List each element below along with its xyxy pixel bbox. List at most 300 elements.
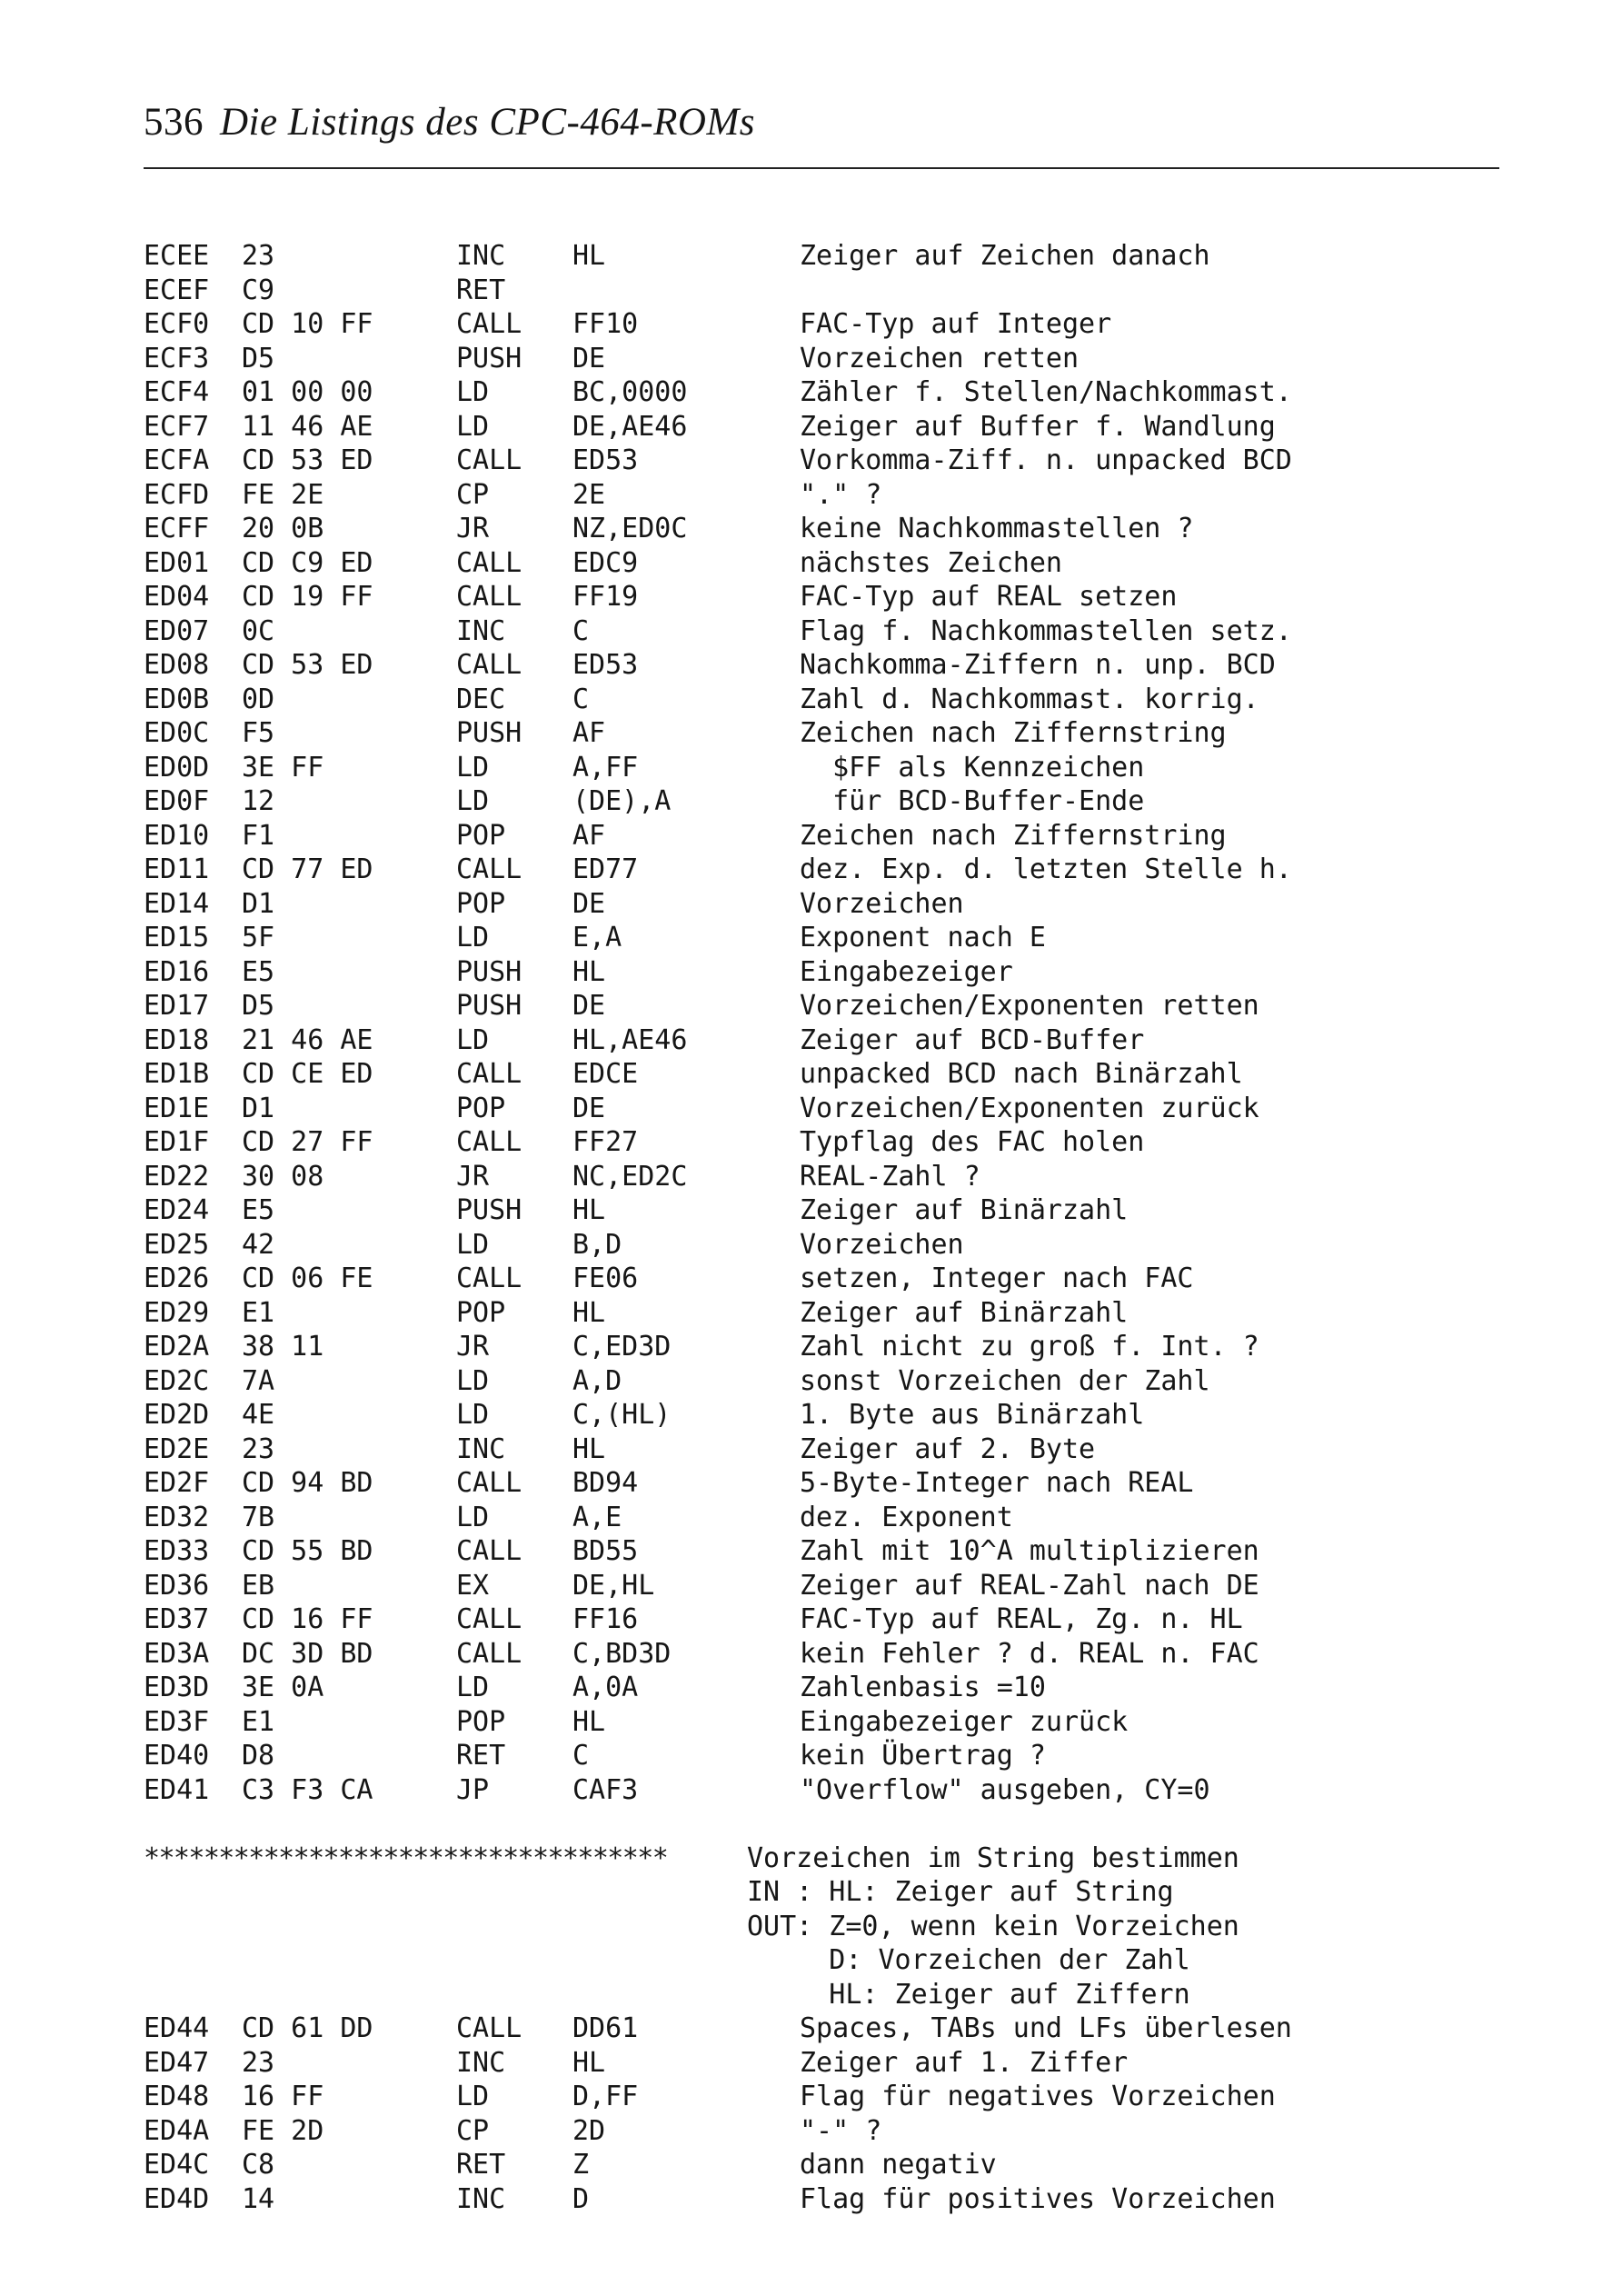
operand: DE xyxy=(572,1092,606,1124)
listing-row xyxy=(144,580,1178,614)
operand: FF10 xyxy=(572,308,639,340)
mnemonic: CP xyxy=(456,478,490,511)
operand: A,D xyxy=(572,1364,622,1397)
address: ED1F xyxy=(144,1126,210,1158)
address: ED4A xyxy=(144,2114,210,2147)
opcode-bytes: CD 61 DD xyxy=(242,2012,373,2044)
opcode-bytes: E1 xyxy=(242,1296,275,1329)
mnemonic: LD xyxy=(456,785,490,817)
address: ED48 xyxy=(144,2081,210,2112)
operand: FF27 xyxy=(572,1126,639,1158)
comment: Eingabezeiger zurück xyxy=(800,1705,1129,1738)
address: ED41 xyxy=(144,1773,210,1806)
operand: A,E xyxy=(572,1501,622,1533)
mnemonic: LD xyxy=(456,376,490,408)
comment: FAC-Typ auf Integer xyxy=(800,308,1112,340)
comment: "-" ? xyxy=(800,2114,882,2147)
address: ED3F xyxy=(144,1705,210,1738)
comment: Vorzeichen xyxy=(800,1228,964,1261)
page-number: 536 xyxy=(144,101,204,144)
address: ED18 xyxy=(144,1023,210,1056)
address: ED25 xyxy=(144,1228,210,1261)
operand: DE xyxy=(572,342,606,374)
comment: $FF als Kennzeichen xyxy=(800,751,1145,784)
mnemonic: CALL xyxy=(456,2012,522,2044)
mnemonic: JR xyxy=(456,1331,490,1363)
opcode-bytes: F5 xyxy=(242,717,275,749)
opcode-bytes: 14 xyxy=(242,2182,275,2215)
listing-row xyxy=(144,1228,964,1263)
address: ED36 xyxy=(144,1569,210,1602)
comment: dez. Exponent xyxy=(800,1501,1013,1533)
operand: HL xyxy=(572,1296,606,1329)
mnemonic: POP xyxy=(456,1092,506,1124)
mnemonic: LD xyxy=(456,2081,490,2112)
comment: Flag f. Nachkommastellen setz. xyxy=(800,614,1292,647)
address: ED04 xyxy=(144,581,210,613)
opcode-bytes: CD 10 FF xyxy=(242,308,373,340)
mnemonic: JR xyxy=(456,513,490,544)
operand: HL,AE46 xyxy=(572,1023,688,1056)
opcode-bytes: E1 xyxy=(242,1705,275,1738)
operand: EDCE xyxy=(572,1058,639,1090)
comment: Exponent nach E xyxy=(800,922,1046,953)
listing-row xyxy=(144,648,1276,683)
page-title: Die Listings des CPC-464-ROMs xyxy=(220,101,756,144)
opcode-bytes: 3E 0A xyxy=(242,1672,324,1703)
operand: NZ,ED0C xyxy=(572,513,688,544)
listing-row xyxy=(144,478,882,513)
mnemonic: CALL xyxy=(456,1058,522,1090)
listing-row xyxy=(144,784,1145,819)
opcode-bytes: CD 94 BD xyxy=(242,1467,373,1499)
page-header xyxy=(144,100,755,145)
address: ECFD xyxy=(144,478,210,511)
mnemonic: LD xyxy=(456,922,490,953)
comment: 1. Byte aus Binärzahl xyxy=(800,1399,1145,1431)
mnemonic: INC xyxy=(456,1433,506,1465)
address: ED1B xyxy=(144,1058,210,1090)
address: ED40 xyxy=(144,1740,210,1772)
comment: unpacked BCD nach Binärzahl xyxy=(800,1058,1243,1090)
listing-row xyxy=(144,1773,1210,1808)
opcode-bytes: CD 27 FF xyxy=(242,1126,373,1158)
comment: "Overflow" ausgeben, CY=0 xyxy=(800,1773,1210,1806)
comment: Nachkomma-Ziffern n. unp. BCD xyxy=(800,649,1276,681)
operand: D xyxy=(572,2182,590,2215)
address: ED3D xyxy=(144,1672,210,1703)
address: ED44 xyxy=(144,2012,210,2044)
mnemonic: LD xyxy=(456,1501,490,1533)
comment: keine Nachkommastellen ? xyxy=(800,513,1194,544)
listing-row xyxy=(144,1057,1243,1092)
comment: FAC-Typ auf REAL, Zg. n. HL xyxy=(800,1603,1243,1635)
opcode-bytes: 23 xyxy=(242,1433,275,1465)
opcode-bytes: 4E xyxy=(242,1399,275,1431)
opcode-bytes: 7A xyxy=(242,1364,275,1397)
listing-row xyxy=(144,307,1112,342)
listing-row xyxy=(144,1569,1259,1603)
listing-row xyxy=(144,1262,1194,1296)
opcode-bytes: CD 55 BD xyxy=(242,1535,373,1567)
listing-row xyxy=(144,819,1227,854)
address: ECF0 xyxy=(144,308,210,340)
operand: C xyxy=(572,683,590,715)
opcode-bytes: 5F xyxy=(242,922,275,953)
mnemonic: EX xyxy=(456,1569,490,1602)
section-desc-line: OUT: Z=0, wenn kein Vorzeichen xyxy=(747,1910,1239,1942)
opcode-bytes: D5 xyxy=(242,990,275,1022)
opcode-bytes: 16 FF xyxy=(242,2081,324,2112)
comment: Vorkomma-Ziff. n. unpacked BCD xyxy=(800,444,1292,476)
listing-row xyxy=(144,683,1259,717)
mnemonic: PUSH xyxy=(456,955,522,988)
comment: setzen, Integer nach FAC xyxy=(800,1263,1194,1294)
opcode-bytes: 30 08 xyxy=(242,1160,324,1193)
mnemonic: CALL xyxy=(456,1126,522,1158)
operand: E,A xyxy=(572,922,622,953)
mnemonic: LD xyxy=(456,1023,490,1056)
comment: 5-Byte-Integer nach REAL xyxy=(800,1467,1194,1499)
listing-row xyxy=(144,1193,1129,1228)
comment: Typflag des FAC holen xyxy=(800,1126,1145,1158)
star-separator: *********************************** xyxy=(144,1842,668,1874)
listing-row xyxy=(144,853,1292,887)
opcode-bytes: 42 xyxy=(242,1228,275,1261)
opcode-bytes: 11 46 AE xyxy=(242,410,373,443)
mnemonic: DEC xyxy=(456,683,506,715)
operand: DE,AE46 xyxy=(572,410,688,443)
listing-row xyxy=(144,444,1292,478)
address: ED26 xyxy=(144,1263,210,1294)
mnemonic: PUSH xyxy=(456,1194,522,1226)
opcode-bytes: CD 53 ED xyxy=(242,649,373,681)
address: ED4D xyxy=(144,2182,210,2215)
address: ED0F xyxy=(144,785,210,817)
address: ECFA xyxy=(144,444,210,476)
address: ED1E xyxy=(144,1092,210,1124)
mnemonic: RET xyxy=(456,274,506,306)
listing-block-1 xyxy=(144,239,1292,1807)
operand: DE,HL xyxy=(572,1569,655,1602)
listing-row xyxy=(144,1739,1046,1773)
opcode-bytes: 38 11 xyxy=(242,1331,324,1363)
comment: Zeiger auf BCD-Buffer xyxy=(800,1023,1145,1056)
comment: kein Fehler ? d. REAL n. FAC xyxy=(800,1637,1259,1670)
listing-row xyxy=(144,1705,1129,1740)
mnemonic: POP xyxy=(456,1705,506,1738)
comment: dann negativ xyxy=(800,2149,997,2181)
listing-row xyxy=(144,1296,1129,1331)
mnemonic: CALL xyxy=(456,581,522,613)
listing-row xyxy=(144,410,1276,444)
opcode-bytes: 12 xyxy=(242,785,275,817)
operand: HL xyxy=(572,1194,606,1226)
opcode-bytes: 0C xyxy=(242,614,275,647)
comment: Flag für positives Vorzeichen xyxy=(800,2182,1276,2215)
mnemonic: CALL xyxy=(456,546,522,579)
operand: Z xyxy=(572,2149,590,2181)
listing-row xyxy=(144,887,964,922)
opcode-bytes: 23 xyxy=(242,240,275,272)
comment: Zeiger auf REAL-Zahl nach DE xyxy=(800,1569,1259,1602)
section-desc-row xyxy=(144,1875,1174,1910)
operand: C,BD3D xyxy=(572,1637,672,1670)
comment: Vorzeichen xyxy=(800,887,964,920)
mnemonic: RET xyxy=(456,1740,506,1772)
operand: A,0A xyxy=(572,1672,639,1703)
section-title: Vorzeichen im String bestimmen xyxy=(747,1842,1239,1874)
opcode-bytes: DC 3D BD xyxy=(242,1637,373,1670)
operand: HL xyxy=(572,1705,606,1738)
operand: C,ED3D xyxy=(572,1331,672,1363)
mnemonic: LD xyxy=(456,751,490,784)
listing-row xyxy=(144,1160,980,1194)
operand: NC,ED2C xyxy=(572,1160,688,1193)
listing-row xyxy=(144,2148,997,2182)
comment: Vorzeichen/Exponenten zurück xyxy=(800,1092,1259,1124)
comment: Zeiger auf Binärzahl xyxy=(800,1296,1129,1329)
address: ED29 xyxy=(144,1296,210,1329)
mnemonic: CALL xyxy=(456,1467,522,1499)
opcode-bytes: 20 0B xyxy=(242,513,324,544)
comment: Eingabezeiger xyxy=(800,955,1013,988)
header-rule xyxy=(144,167,1499,169)
opcode-bytes: 3E FF xyxy=(242,751,324,784)
address: ED14 xyxy=(144,887,210,920)
listing-row xyxy=(144,921,1046,955)
mnemonic: POP xyxy=(456,819,506,852)
comment: Zahl nicht zu groß f. Int. ? xyxy=(800,1331,1259,1363)
opcode-bytes: 01 00 00 xyxy=(242,376,373,408)
comment: kein Übertrag ? xyxy=(800,1740,1046,1772)
operand: ED53 xyxy=(572,444,639,476)
operand: C xyxy=(572,614,590,647)
opcode-bytes: CD CE ED xyxy=(242,1058,373,1090)
listing-row xyxy=(144,1092,1259,1126)
operand: HL xyxy=(572,240,606,272)
opcode-bytes: D5 xyxy=(242,342,275,374)
opcode-bytes: CD 16 FF xyxy=(242,1603,373,1635)
address: ED07 xyxy=(144,614,210,647)
mnemonic: LD xyxy=(456,1399,490,1431)
operand: HL xyxy=(572,1433,606,1465)
mnemonic: PUSH xyxy=(456,342,522,374)
comment: Zeichen nach Ziffernstring xyxy=(800,717,1227,749)
opcode-bytes: 7B xyxy=(242,1501,275,1533)
comment: für BCD-Buffer-Ende xyxy=(800,785,1145,817)
mnemonic: LD xyxy=(456,410,490,443)
listing-row xyxy=(144,1466,1194,1501)
mnemonic: CP xyxy=(456,2114,490,2147)
comment: Zeiger auf 1. Ziffer xyxy=(800,2046,1129,2079)
address: ED0D xyxy=(144,751,210,784)
opcode-bytes: CD 77 ED xyxy=(242,854,373,885)
operand: FE06 xyxy=(572,1263,639,1294)
listing-row xyxy=(144,342,1080,376)
listing-row xyxy=(144,751,1145,785)
operand: C xyxy=(572,1740,590,1772)
operand: HL xyxy=(572,955,606,988)
mnemonic: LD xyxy=(456,1228,490,1261)
listing-row xyxy=(144,274,506,308)
comment: sonst Vorzeichen der Zahl xyxy=(800,1364,1210,1397)
mnemonic: INC xyxy=(456,2046,506,2079)
address: ED2A xyxy=(144,1331,210,1363)
listing-block-2 xyxy=(144,2011,1292,2216)
operand: FF19 xyxy=(572,581,639,613)
listing-row xyxy=(144,1398,1145,1433)
operand: ED53 xyxy=(572,649,639,681)
operand: 2D xyxy=(572,2114,606,2147)
mnemonic: LD xyxy=(456,1672,490,1703)
comment: Zähler f. Stellen/Nachkommast. xyxy=(800,376,1292,408)
address: ED0B xyxy=(144,683,210,715)
comment: Zeichen nach Ziffernstring xyxy=(800,819,1227,852)
operand: AF xyxy=(572,717,606,749)
operand: BD94 xyxy=(572,1467,639,1499)
operand: B,D xyxy=(572,1228,622,1261)
address: ED24 xyxy=(144,1194,210,1226)
opcode-bytes: CD 06 FE xyxy=(242,1263,373,1294)
mnemonic: CALL xyxy=(456,1637,522,1670)
mnemonic: CALL xyxy=(456,308,522,340)
section-desc-row xyxy=(144,1943,1190,1978)
operand: D,FF xyxy=(572,2081,639,2112)
comment: Zeiger auf 2. Byte xyxy=(800,1433,1096,1465)
assembly-listing xyxy=(144,239,1292,2216)
opcode-bytes: 21 46 AE xyxy=(242,1023,373,1056)
operand: ED77 xyxy=(572,854,639,885)
mnemonic: PUSH xyxy=(456,990,522,1022)
listing-row xyxy=(144,375,1292,410)
opcode-bytes: E5 xyxy=(242,955,275,988)
address: ED17 xyxy=(144,990,210,1022)
address: ED2F xyxy=(144,1467,210,1499)
address: ED16 xyxy=(144,955,210,988)
address: ED15 xyxy=(144,922,210,953)
address: ED33 xyxy=(144,1535,210,1567)
operand: C,(HL) xyxy=(572,1399,672,1431)
mnemonic: INC xyxy=(456,240,506,272)
address: ECF4 xyxy=(144,376,210,408)
opcode-bytes: C3 F3 CA xyxy=(242,1773,373,1806)
mnemonic: PUSH xyxy=(456,717,522,749)
mnemonic: JP xyxy=(456,1773,490,1806)
listing-row xyxy=(144,546,1062,581)
mnemonic: INC xyxy=(456,614,506,647)
listing-row xyxy=(144,2114,882,2149)
listing-row xyxy=(144,1364,1210,1399)
opcode-bytes: D1 xyxy=(242,887,275,920)
listing-row xyxy=(144,716,1227,751)
operand: BD55 xyxy=(572,1535,639,1567)
operand: FF16 xyxy=(572,1603,639,1635)
section-desc-line: IN : HL: Zeiger auf String xyxy=(747,1876,1174,1908)
listing-row xyxy=(144,239,1210,274)
address: ED2E xyxy=(144,1433,210,1465)
listing-row xyxy=(144,1330,1259,1364)
comment: "." ? xyxy=(800,478,882,511)
mnemonic: CALL xyxy=(456,1535,522,1567)
section-header xyxy=(144,1842,1239,2012)
operand: HL xyxy=(572,2046,606,2079)
listing-row xyxy=(144,1534,1259,1569)
address: ED37 xyxy=(144,1603,210,1635)
operand: EDC9 xyxy=(572,546,639,579)
operand: 2E xyxy=(572,478,606,511)
address: ED08 xyxy=(144,649,210,681)
opcode-bytes: CD C9 ED xyxy=(242,546,373,579)
opcode-bytes: 23 xyxy=(242,2046,275,2079)
address: ED47 xyxy=(144,2046,210,2079)
comment: Spaces, TABs und LFs überlesen xyxy=(800,2012,1292,2044)
section-desc-line: HL: Zeiger auf Ziffern xyxy=(747,1978,1190,2011)
address: ED3A xyxy=(144,1637,210,1670)
comment: Zeiger auf Binärzahl xyxy=(800,1194,1129,1226)
mnemonic: RET xyxy=(456,2149,506,2181)
listing-row xyxy=(144,614,1292,649)
address: ECEE xyxy=(144,240,210,272)
address: ED0C xyxy=(144,717,210,749)
comment: Vorzeichen/Exponenten retten xyxy=(800,990,1259,1022)
section-desc-line: D: Vorzeichen der Zahl xyxy=(747,1944,1190,1976)
operand: AF xyxy=(572,819,606,852)
comment: Flag für negatives Vorzeichen xyxy=(800,2081,1276,2112)
operand: CAF3 xyxy=(572,1773,639,1806)
address: ECEF xyxy=(144,274,210,306)
section-desc-row xyxy=(144,1978,1190,2012)
mnemonic: POP xyxy=(456,1296,506,1329)
address: ED4C xyxy=(144,2149,210,2181)
comment: dez. Exp. d. letzten Stelle h. xyxy=(800,854,1292,885)
opcode-bytes: D8 xyxy=(242,1740,275,1772)
address: ECF3 xyxy=(144,342,210,374)
mnemonic: CALL xyxy=(456,854,522,885)
mnemonic: JR xyxy=(456,1160,490,1193)
operand: DE xyxy=(572,887,606,920)
opcode-bytes: 0D xyxy=(242,683,275,715)
address: ECF7 xyxy=(144,410,210,443)
comment: nächstes Zeichen xyxy=(800,546,1062,579)
address: ED22 xyxy=(144,1160,210,1193)
address: ED2D xyxy=(144,1399,210,1431)
opcode-bytes: FE 2E xyxy=(242,478,324,511)
address: ED2C xyxy=(144,1364,210,1397)
listing-row xyxy=(144,512,1194,546)
comment: REAL-Zahl ? xyxy=(800,1160,980,1193)
section-title-row xyxy=(144,1842,1239,1876)
operand: BC,0000 xyxy=(572,376,688,408)
operand: DD61 xyxy=(572,2012,639,2044)
comment: Zeiger auf Buffer f. Wandlung xyxy=(800,410,1276,443)
listing-row xyxy=(144,989,1259,1023)
listing-row xyxy=(144,1671,1046,1705)
comment: Zahl d. Nachkommast. korrig. xyxy=(800,683,1259,715)
mnemonic: CALL xyxy=(456,1603,522,1635)
comment: Zahl mit 10^A multiplizieren xyxy=(800,1535,1259,1567)
comment: FAC-Typ auf REAL setzen xyxy=(800,581,1178,613)
listing-row xyxy=(144,1125,1145,1160)
address: ECFF xyxy=(144,513,210,544)
listing-row xyxy=(144,2046,1129,2081)
opcode-bytes: D1 xyxy=(242,1092,275,1124)
mnemonic: CALL xyxy=(456,1263,522,1294)
listing-row xyxy=(144,2182,1276,2217)
opcode-bytes: EB xyxy=(242,1569,275,1602)
address: ED11 xyxy=(144,854,210,885)
mnemonic: POP xyxy=(456,887,506,920)
